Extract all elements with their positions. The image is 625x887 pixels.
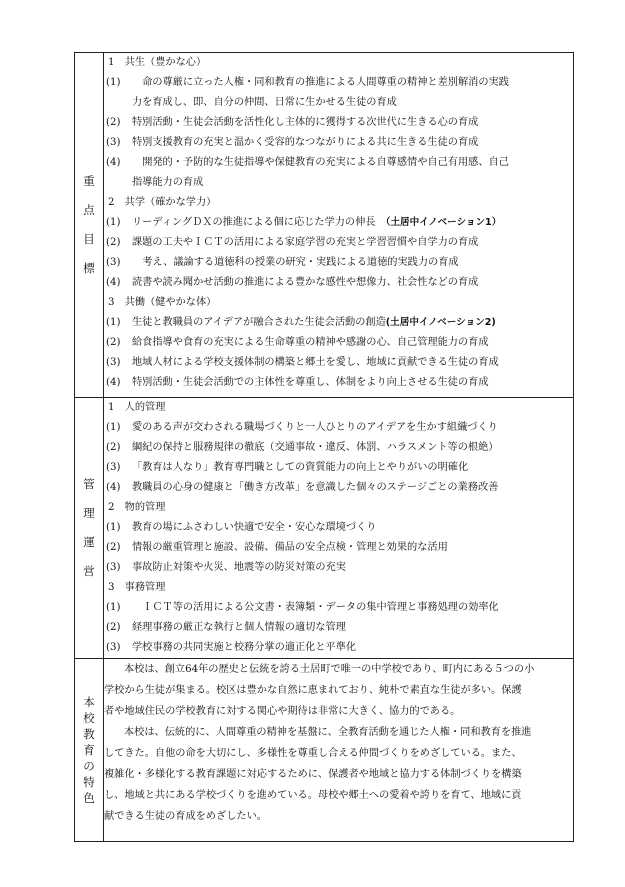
goals-heading-2: 2 共学（確かな学力） <box>108 197 217 208</box>
features-content <box>104 659 574 842</box>
management-heading-1: 1 人的管理 <box>108 402 166 413</box>
list-item: (4) 読書や読み聞かせ活動の推進による豊かな感性や想像力、社会性などの育成 <box>106 277 479 288</box>
features-label-char: 本 <box>83 695 95 709</box>
goals-label-char: 目 <box>83 232 95 246</box>
list-item: (2) 特別活動・生徒会活動を活性化し主体的に獲得する次世代に生きる心の育成 <box>106 117 479 128</box>
features-line: 複雑化・多様化する教育課題に対応するために、保護者や地域と協力する体制づくりを構築 <box>104 769 522 780</box>
list-item: (2) 綱紀の保持と服務規律の徹底（交通事故・違反、体罰、ハラスメント等の根絶） <box>106 442 499 453</box>
list-item: (3) 考え、議論する道徳科の授業の研究・実践による道徳的実践力の育成 <box>106 257 459 268</box>
features-label-char: の <box>83 759 95 773</box>
list-item: (3) 「教育は人なり」教育専門職としての資質能力の向上とやりがいの明確化 <box>106 462 469 473</box>
list-item: (1) 教育の場にふさわしい快適で安全・安心な環境づくり <box>106 522 377 533</box>
management-label-cell <box>75 398 104 659</box>
list-item-continuation: 指導能力の育成 <box>132 177 204 188</box>
list-item: (4) 特別活動・生徒会活動での主体性を尊重し、体制をより向上させる生徒の育成 <box>106 377 489 388</box>
features-label-char: 育 <box>83 743 95 757</box>
list-item: (1) 命の尊厳に立った人権・同和教育の推進による人間尊重の精神と差別解消の実践 <box>106 77 509 88</box>
list-item: (4) 開発的・予防的な生徒指導や保健教育の充実による自尊感情や自己有用感、自己 <box>106 157 509 168</box>
list-item: (1) 愛のある声が交わされる職場づくりと一人ひとりのアイデアを生かす組織づくり <box>106 422 498 433</box>
features-label <box>83 694 95 806</box>
list-item: (1) ＩＣＴ等の活用による公文書・表簿類・データの集中管理と事務処理の効率化 <box>106 602 499 613</box>
list-item: (2) 給食指導や食育の充実による生命尊重の精神や感謝の心、自己管理能力の育成 <box>106 337 489 348</box>
features-line: 献できる生徒の育成をめざしたい。 <box>104 811 267 822</box>
list-item: (3) 事故防止対策や火災、地震等の防災対策の充実 <box>106 562 346 573</box>
plan-table <box>74 52 574 842</box>
features-label-char: 特 <box>83 775 95 789</box>
features-line: 本校は、伝統的に、人間尊重の精神を基盤に、全教育活動を通じた人権・同和教育を推進 <box>124 727 532 738</box>
list-item-continuation: 力を育成し、即、自分の仲間、日常に生かせる生徒の育成 <box>132 97 397 108</box>
features-label-char: 色 <box>83 791 95 805</box>
goals-label-cell <box>75 53 104 398</box>
list-item: (4) 教職員の心身の健康と「働き方改革」を意識した個々のステージごとの業務改善 <box>106 482 499 493</box>
management-label-char: 運 <box>83 535 95 549</box>
list-item: (3) 学校事務の共同実施と校務分掌の適正化と平準化 <box>106 642 357 653</box>
goals-heading-1: 1 共生（豊かな心） <box>108 57 207 68</box>
features-line: し、地域と共にある学校づくりを進めている。母校や郷土への愛着や誇りを育て、地域に貢 <box>104 790 522 801</box>
management-label-char: 営 <box>83 564 95 578</box>
management-label <box>83 477 95 578</box>
goals-label-char: 標 <box>83 261 95 275</box>
features-label-cell <box>75 659 104 842</box>
goals-label-char: 重 <box>83 174 95 188</box>
goals-row <box>75 53 574 398</box>
management-heading-3: 3 事務管理 <box>108 582 166 593</box>
features-row <box>75 659 574 842</box>
goals-label-char: 点 <box>83 203 95 217</box>
list-item: (2) 経理事務の厳正な執行と個人情報の適切な管理 <box>106 622 346 633</box>
features-line: してきた。自他の命を大切にし、多様性を尊重し合える仲間づくりをめざしている。また、 <box>104 748 522 759</box>
list-item: (2) 情報の厳重管理と施設、設備、備品の安全点検・管理と効果的な活用 <box>106 542 448 553</box>
features-label-char: 教 <box>83 727 95 741</box>
features-line: 本校は、創立64年の歴史と伝統を誇る土居町で唯一の中学校であり、町内にある５つの小 <box>124 664 535 675</box>
management-label-char: 管 <box>83 477 95 491</box>
features-label-char: 校 <box>83 711 95 725</box>
management-label-char: 理 <box>83 506 95 520</box>
goals-label <box>83 174 95 275</box>
management-content <box>104 398 574 659</box>
management-row <box>75 398 574 659</box>
goals-content <box>104 53 574 398</box>
list-item: (2) 課題の工夫やＩＣＴの活用による家庭学習の充実と学習習慣や自学力の育成 <box>106 237 479 248</box>
list-item: (3) 地域人材による学校支援体制の構築と郷土を愛し、地域に貢献できる生徒の育成 <box>106 357 499 368</box>
management-heading-2: 2 物的管理 <box>108 502 166 513</box>
list-item: (1) 生徒と教職員のアイデアが融合された生徒会活動の創造(土居中イノベーション2) <box>106 317 496 328</box>
features-line: 者や地域住民の学校教育に対する関心や期待は非常に大きく、協力的である。 <box>104 706 461 717</box>
list-item: (1) リーディングＤＸの推進による個に応じた学力の伸長 （土居中イノベーション1） <box>106 217 502 228</box>
list-item: (3) 特別支援教育の充実と温かく受容的なつながりによる共に生きる生徒の育成 <box>106 137 479 148</box>
goals-heading-3: 3 共働（健やかな体） <box>108 297 217 308</box>
features-line: 学校から生徒が集まる。校区は豊かな自然に恵まれており、純朴で素直な生徒が多い。保護 <box>104 685 522 696</box>
